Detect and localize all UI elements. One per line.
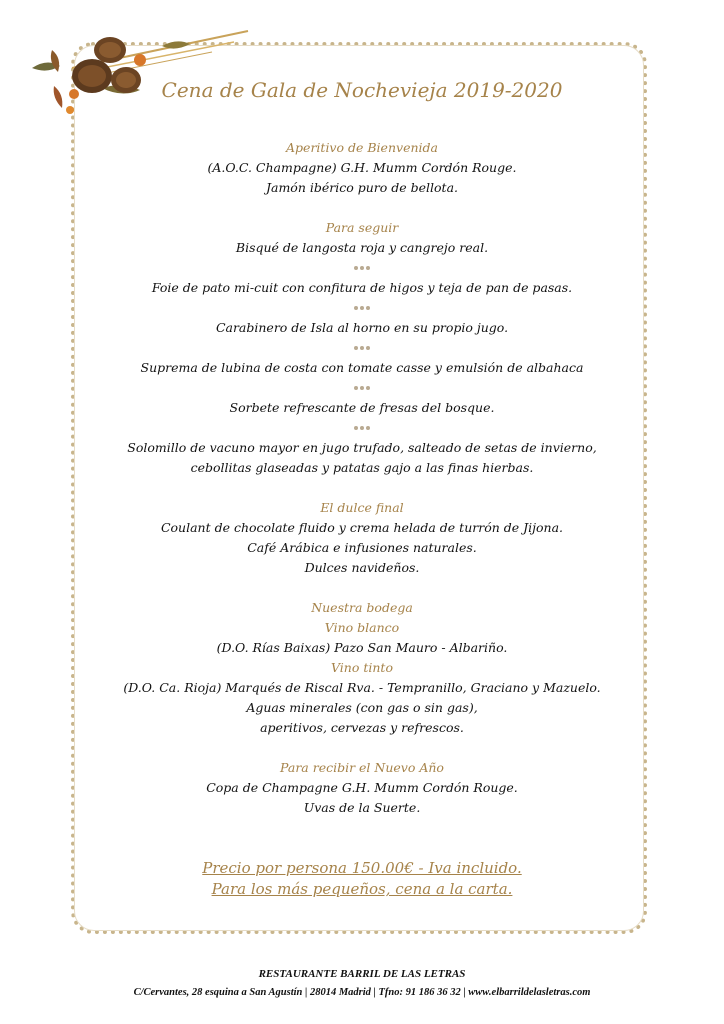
menu-item: (D.O. Ca. Rioja) Marqués de Riscal Rva. - Tempranillo, Graciano y Mazuelo.: [123, 680, 601, 695]
menu-item: Suprema de lubina de costa con tomate casse y emulsión de albahaca: [140, 360, 584, 375]
menu-item: (A.O.C. Champagne) G.H. Mumm Cordón Rouge.: [207, 160, 517, 175]
pine-cone-branch-icon: [12, 28, 252, 118]
section-heading-dulce-final: El dulce final: [320, 500, 404, 515]
menu-item: Solomillo de vacuno mayor en jugo trufado, salteado de setas de invierno,: [127, 440, 597, 455]
dots-separator: [80, 338, 644, 358]
menu-item: cebollitas glaseadas y patatas gajo a las finas hierbas.: [190, 460, 534, 475]
subheading-vino-tinto: Vino tinto: [331, 660, 393, 675]
section-heading-nuevo-ano: Para recibir el Nuevo Año: [280, 760, 444, 775]
kids-note: Para los más pequeños, cena a la carta.: [211, 880, 513, 898]
menu-item: Carabinero de Isla al horno en su propio jugo.: [215, 320, 509, 335]
menu-item: Dulces navideños.: [304, 560, 420, 575]
dots-separator: [80, 418, 644, 438]
menu-item: Copa de Champagne G.H. Mumm Cordón Rouge.: [206, 780, 518, 795]
menu-item: aperitivos, cervezas y refrescos.: [260, 720, 464, 735]
menu-content: [80, 138, 644, 900]
section-heading-bodega: Nuestra bodega: [311, 600, 413, 615]
menu-item: Café Arábica e infusiones naturales.: [247, 540, 477, 555]
restaurant-address: C/Cervantes, 28 esquina a San Agustín | 28014 Madrid | Tfno: 91 186 36 32 | www.elbarrildelasletras.com: [133, 987, 591, 998]
menu-item: Jamón ibérico puro de bellota.: [265, 180, 458, 195]
dots-separator: [80, 298, 644, 318]
subheading-vino-blanco: Vino blanco: [324, 620, 400, 635]
menu-title: Cena de Gala de Nochevieja 2019-2020: [161, 78, 563, 102]
dots-separator: [80, 258, 644, 278]
menu-item: Aguas minerales (con gas o sin gas),: [246, 700, 478, 715]
menu-item: Bisqué de langosta roja y cangrejo real.: [235, 240, 489, 255]
dots-separator: [80, 378, 644, 398]
menu-item: (D.O. Rías Baixas) Pazo San Mauro - Albariño.: [216, 640, 508, 655]
menu-item: Uvas de la Suerte.: [303, 800, 421, 815]
menu-item: Foie de pato mi-cuit con confitura de higos y teja de pan de pasas.: [151, 280, 573, 295]
price-line: Precio por persona 150.00€ - Iva incluido.: [202, 859, 522, 877]
section-heading-para-seguir: Para seguir: [325, 220, 399, 235]
menu-item: Coulant de chocolate fluido y crema helada de turrón de Jijona.: [160, 520, 564, 535]
menu-item: Sorbete refrescante de fresas del bosque.: [229, 400, 495, 415]
restaurant-name: RESTAURANTE BARRIL DE LAS LETRAS: [258, 968, 466, 980]
section-heading-aperitivo: Aperitivo de Bienvenida: [286, 140, 438, 155]
